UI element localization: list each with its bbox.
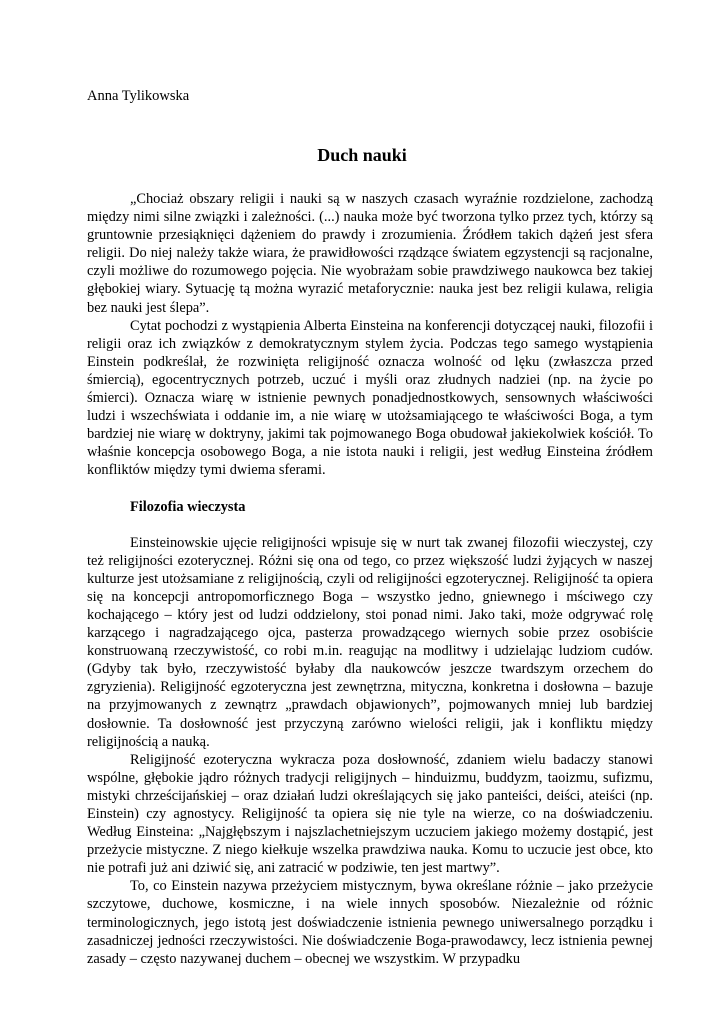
document-body <box>87 190 653 968</box>
paragraph-quote: „Chociaż obszary religii i nauki są w naszych czasach wyraźnie rozdzielone, zachodzą między nimi silne związki i zależności. (...) nauka może być tworzona tylko przez tych, którzy są gruntownie przesiąknięci dążeniem do prawdy i zrozumienia. Źródłem takich dążeń jest sfera religii. Do niej należy także wiara, że prawidłowości rządzące światem egzystencji są racjonalne, czyli możliwe do rozumowego pojęcia. Nie wyobrażam sobie prawdziwego naukowca bez takiej głębokiej wiary. Sytuację tą można wyrazić metaforycznie: nauka jest bez religii kulawa, religia bez nauki jest ślepa”. <box>87 191 653 316</box>
page-title: Duch nauki <box>317 145 407 165</box>
paragraph: Religijność ezoteryczna wykracza poza dosłowność, zdaniem wielu badaczy stanowi wspólne, głębokie jądro różnych tradycji religijnych – hinduizmu, buddyzm, taoizmu, sufizmu, mistyki chrześcijańskiej – oraz działań ludzi określających się jako panteiści, deiści, ateiści (np. Einstein) czy agnostycy. Religijność ta opiera się nie tyle na wierze, co na doświadczeniu. Według Einsteina: „Najgłębszym i najszlachetniejszym uczuciem jakiego możemy dostąpić, jest przeżycie mistyczne. Z niego kiełkuje wszelka prawdziwa nauka. Komu to uczucie jest obce, kto nie potrafi już ani dziwić się, ani zatracić w podziwie, ten jest martwy”. <box>87 751 653 877</box>
author-name: Anna Tylikowska <box>87 88 190 104</box>
paragraph: Einsteinowskie ujęcie religijności wpisuje się w nurt tak zwanej filozofii wieczystej, czy też religijności ezoterycznej. Różni się ona od tego, co przez większość ludzi żyjących w naszej kulturze jest utożsamiane z religijnością, czyli od religijności egzoterycznej. Religijność ta opiera się na koncepcji antropomorficznego Boga – wszystko jedno, gniewnego i mściwego czy kochającego – który jest od ludzi oddzielony, stoi ponad nimi. Jako taki, może odgrywać rolę karzącego i nagradzającego ojca, pasterza prowadzącego wiernych sobie przez osobiście konstruowaną rzeczywistość, co robi m.in. reagując na modlitwy i udzielając ludziom cudów. (Gdyby tak było, rzeczywistość byłaby dla naukowców jeszcze twardszym orzechem do zgryzienia). Religijność egzoteryczna jest zewnętrzna, mityczna, konkretna i dosłowna – bazuje na przyjmowanych z zewnątrz „prawdach objawionych”, pojmowanych mniej lub bardziej dosłownie. Ta dosłowność jest przyczyną zarówno wielości religii, jak i konfliktu między religijnością a nauką. <box>87 534 653 750</box>
paragraph: To, co Einstein nazywa przeżyciem mistycznym, bywa określane różnie – jako przeżycie szczytowe, duchowe, kosmiczne, i na wiele innych sposobów. Niezależnie od różnic terminologicznych, jego istotą jest doświadczenie istnienia pewnego uniwersalnego porządku i zasadniczej jedności rzeczywistości. Nie doświadczenie Boga-prawodawcy, lecz istnienia pewnej zasady – często nazywanej duchem – obecnej we wszystkim. W przypadku <box>87 878 653 967</box>
section-heading: Filozofia wieczysta <box>130 498 246 515</box>
paragraph: Cytat pochodzi z wystąpienia Alberta Einsteina na konferencji dotyczącej nauki, filozofii i religii oraz ich związków z demokratycznym stylem życia. Podczas tego samego wystąpienia Einstein podkreślał, że rozwinięta religijność oznacza wolność od lęku (zwłaszcza przed śmiercią), egocentrycznych potrzeb, uczuć i myśli oraz złudnych nadziei (np. na życie po śmierci). Oznacza wiarę w istnienie pewnych ponadjednostkowych, sensownych właściwości ludzi i wszechświata i oddanie im, a nie wiarę w utożsamiającego te właściwości Boga, a tym bardziej nie wiarę w doktryny, jakimi tak pojmowanego Boga obudował jakiekolwiek kościół. To właśnie koncepcja osobowego Boga, a nie istota nauki i religii, jest według Einsteina źródłem konfliktów między tymi dwiema sferami. <box>87 317 653 479</box>
